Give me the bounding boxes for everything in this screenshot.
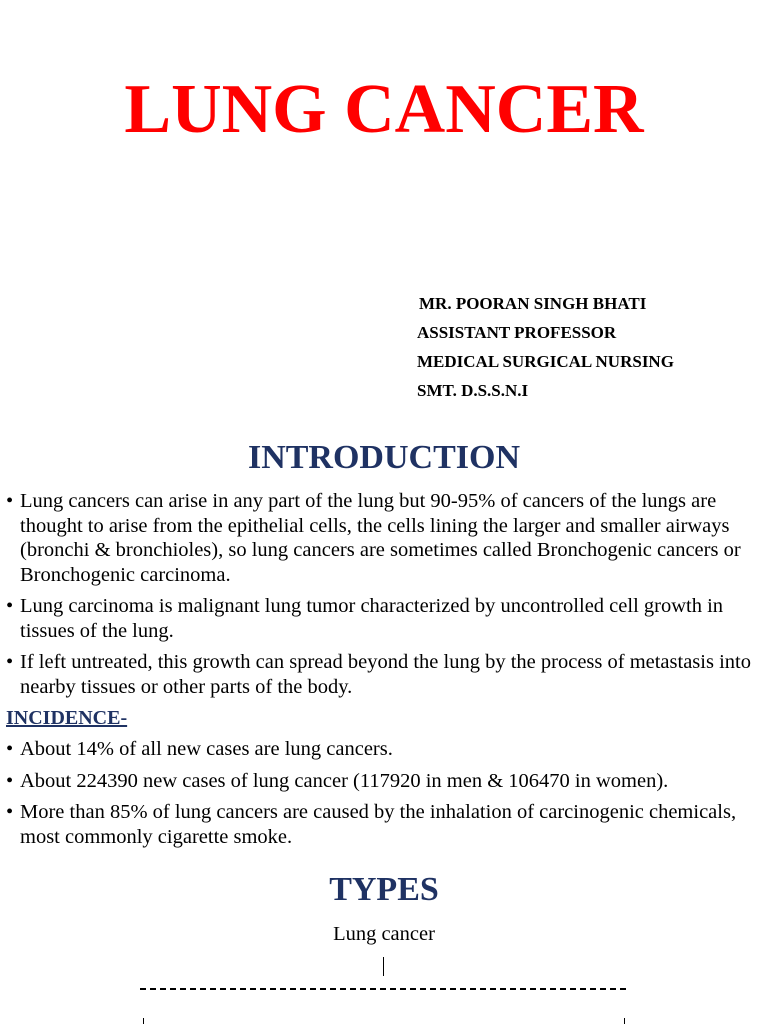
tree-leg-left-line <box>143 1018 144 1024</box>
author-position: ASSISTANT PROFESSOR <box>417 323 617 342</box>
list-item: • Lung cancers can arise in any part of the lung but 90-95% of cancers of the lungs are thought to arise from the epithelial cells, the cells lining the larger and smaller airways (bronchi & bronchioles), so lung cancers are sometimes called Bronchogenic cancers or Bronchogenic carcinoma. <box>6 489 762 587</box>
tree-stem-line <box>383 957 384 976</box>
list-item: • If left untreated, this growth can spread beyond the lung by the process of metastasis into nearby tissues or other parts of the body. <box>6 650 762 699</box>
introduction-heading: INTRODUCTION <box>247 439 521 476</box>
author-institution: SMT. D.S.S.N.I <box>417 381 529 400</box>
list-item: • More than 85% of lung cancers are caused by the inhalation of carcinogenic chemicals, most commonly cigarette smoke. <box>6 800 762 849</box>
author-department: MEDICAL SURGICAL NURSING <box>417 352 674 371</box>
author-name: MR. POORAN SINGH BHATI <box>419 294 647 313</box>
incidence-list <box>6 737 762 856</box>
tree-leg-right-line <box>624 1018 625 1024</box>
author-block <box>417 289 674 405</box>
types-heading: TYPES <box>329 871 439 908</box>
types-tree-root: Lung cancer <box>333 923 435 945</box>
document-title: LUNG CANCER <box>124 71 644 148</box>
list-item: • About 14% of all new cases are lung cancers. <box>6 737 762 762</box>
introduction-list <box>6 489 762 706</box>
list-item: • Lung carcinoma is malignant lung tumor characterized by uncontrolled cell growth in tissues of the lung. <box>6 594 762 643</box>
list-item: • About 224390 new cases of lung cancer (117920 in men & 106470 in women). <box>6 769 762 794</box>
incidence-heading: INCIDENCE- <box>6 707 128 729</box>
tree-branch-line <box>140 988 626 990</box>
